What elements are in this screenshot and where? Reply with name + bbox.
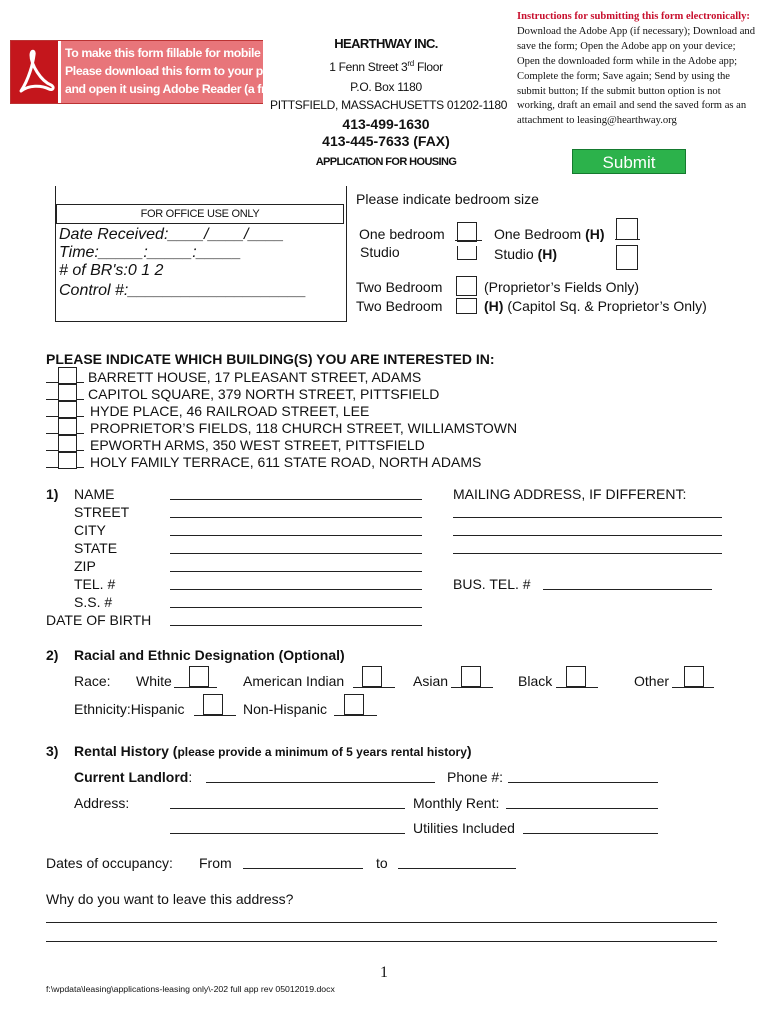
race-label: Race: <box>74 673 111 689</box>
section3-number: 3) <box>46 743 59 759</box>
adobe-notice-line: Please download this form to your phone <box>65 64 291 78</box>
race-white-checkbox[interactable] <box>189 666 209 687</box>
one-bedroom-label: One bedroom <box>359 226 445 242</box>
race-black-label: Black <box>518 673 553 689</box>
occupancy-from-label: From <box>199 855 232 871</box>
race-rule <box>174 687 217 688</box>
tel-field[interactable] <box>170 589 422 590</box>
h-marker: (H) <box>537 246 558 262</box>
section3-close: ) <box>466 743 472 759</box>
mailing-address-field-2[interactable] <box>453 535 722 536</box>
studio-label: Studio <box>360 244 400 260</box>
street-field[interactable] <box>170 517 422 518</box>
dates-of-occupancy-label: Dates of occupancy: <box>46 855 173 871</box>
race-asian-label: Asian <box>413 673 449 689</box>
building-name: EPWORTH ARMS, 350 WEST STREET, PITTSFIELD <box>90 437 425 453</box>
race-other-checkbox[interactable] <box>684 666 704 687</box>
building-name: HOLY FAMILY TERRACE, 611 STATE ROAD, NORTH ADAMS <box>90 454 482 470</box>
building-name: BARRETT HOUSE, 17 PLEASANT STREET, ADAMS <box>88 369 422 385</box>
name-field[interactable] <box>170 499 422 500</box>
why-leave-field-2[interactable] <box>46 941 717 942</box>
one-bedroom-checkbox[interactable] <box>457 222 477 242</box>
mailing-address-field-1[interactable] <box>453 517 722 518</box>
two-bedroom-label-2: Two Bedroom <box>356 298 443 314</box>
company-street <box>270 52 502 79</box>
capitol-note-text: (Capitol Sq. & Proprietor’s Only) <box>507 298 707 314</box>
street-floor: Floor <box>416 60 443 74</box>
current-landlord-label <box>74 769 192 785</box>
ethnicity-rule <box>334 715 377 716</box>
two-bedroom-label-1: Two Bedroom <box>356 279 443 295</box>
mailing-address-label: MAILING ADDRESS, IF DIFFERENT: <box>453 486 687 502</box>
proprietors-only-note: (Proprietor’s Fields Only) <box>484 279 640 295</box>
studio-h-text: Studio <box>494 246 534 262</box>
company-po-box: P.O. Box 1180 <box>350 80 422 94</box>
landlord-address-field-1[interactable] <box>170 808 405 809</box>
office-control: Control #:____________________ <box>59 282 307 299</box>
bedroom-prompt: Please indicate bedroom size <box>356 191 539 207</box>
adobe-pdf-icon <box>11 41 58 103</box>
why-leave-label: Why do you want to leave this address? <box>46 891 294 907</box>
monthly-rent-label: Monthly Rent: <box>413 795 500 811</box>
field-label-zip: ZIP <box>74 558 96 574</box>
field-label-name: NAME <box>74 486 115 502</box>
state-field[interactable] <box>170 553 422 554</box>
section2-number: 2) <box>46 647 59 663</box>
office-use-box <box>55 186 347 322</box>
capitol-h-note <box>484 298 707 314</box>
checkbox-rule <box>615 239 640 240</box>
occupancy-from-field[interactable] <box>243 868 363 869</box>
section1-number: 1) <box>46 486 59 502</box>
street-text: 1 Fenn Street 3 <box>329 60 408 74</box>
form-title: APPLICATION FOR HOUSING <box>315 156 457 168</box>
field-label-street: STREET <box>74 504 130 520</box>
company-fax: 413-445-7633 (FAX) <box>322 133 450 149</box>
studio-checkbox[interactable] <box>457 246 477 260</box>
section3-title <box>74 743 472 760</box>
building-name: HYDE PLACE, 46 RAILROAD STREET, LEE <box>90 403 370 419</box>
monthly-rent-field[interactable] <box>506 808 658 809</box>
company-city: PITTSFIELD, MASSACHUSETTS 01202-1180 <box>270 98 508 112</box>
ss-field[interactable] <box>170 607 422 608</box>
adobe-notice-text <box>61 41 306 103</box>
occupancy-to-label: to <box>376 855 388 871</box>
building-checkbox[interactable] <box>58 418 77 435</box>
mailing-address-field-3[interactable] <box>453 553 722 554</box>
office-use-header: FOR OFFICE USE ONLY <box>56 204 344 224</box>
landlord-address-field-2[interactable] <box>170 833 405 834</box>
field-label-state: STATE <box>74 540 118 556</box>
building-checkbox[interactable] <box>58 384 77 401</box>
landlord-phone-label: Phone #: <box>447 769 504 785</box>
company-phone: 413-499-1630 <box>342 116 430 132</box>
race-black-checkbox[interactable] <box>566 666 586 687</box>
city-field[interactable] <box>170 535 422 536</box>
occupancy-to-field[interactable] <box>398 868 516 869</box>
dob-field[interactable] <box>170 625 422 626</box>
company-header <box>270 36 508 174</box>
building-checkbox[interactable] <box>58 401 77 418</box>
ethnicity-hispanic-label: Ethnicity:Hispanic <box>74 701 185 717</box>
page-number: 1 <box>380 964 388 981</box>
studio-h-checkbox[interactable] <box>616 245 638 270</box>
studio-h-label <box>494 246 557 262</box>
adobe-notice-line: and open it using Adobe Reader (a free app) <box>65 82 306 96</box>
why-leave-field-1[interactable] <box>46 922 717 923</box>
current-landlord-field[interactable] <box>206 782 435 783</box>
one-bedroom-h-label <box>494 226 605 242</box>
race-rule <box>672 687 714 688</box>
building-name: CAPITOL SQUARE, 379 NORTH STREET, PITTSFIELD <box>88 386 440 402</box>
section3-title-text: Rental History ( <box>74 743 178 759</box>
race-rule <box>353 687 395 688</box>
section3-note: please provide a minimum of 5 years rental history <box>177 745 467 759</box>
race-rule <box>451 687 493 688</box>
race-american-indian-checkbox[interactable] <box>362 666 382 687</box>
ethnicity-hispanic-checkbox[interactable] <box>203 694 223 715</box>
submission-instructions <box>517 10 760 129</box>
field-label-tel: TEL. # <box>74 576 116 592</box>
two-bedroom-checkbox-2[interactable] <box>456 298 477 314</box>
office-brs: # of BR's:0 1 2 <box>59 262 164 279</box>
field-label-dob: DATE OF BIRTH <box>46 612 152 628</box>
submit-button[interactable]: Submit <box>572 149 686 174</box>
checkbox-rule <box>455 240 482 241</box>
building-name: PROPRIETOR’S FIELDS, 118 CHURCH STREET, WILLIAMSTOWN <box>90 420 518 436</box>
current-landlord-colon: : <box>188 769 193 785</box>
buildings-title: PLEASE INDICATE WHICH BUILDING(S) YOU ARE INTERESTED IN: <box>46 351 495 367</box>
adobe-reader-notice <box>10 40 306 104</box>
bus-tel-field[interactable] <box>543 589 712 590</box>
section2-title: Racial and Ethnic Designation (Optional) <box>74 647 345 663</box>
h-marker: (H) <box>585 226 605 242</box>
bus-tel-label: BUS. TEL. # <box>453 576 531 592</box>
race-asian-checkbox[interactable] <box>461 666 481 687</box>
instructions-body: Download the Adobe App (if necessary); Download and save the form; Open the Adobe app on your device; Open the downloaded form while in the Adobe app; Complete the form; Save again; Send by using the submit button; If the submit button option is not working, draft an email and send the saved form as an attachment to leasing@hearthway.org <box>517 25 756 127</box>
utilities-included-field[interactable] <box>523 833 658 834</box>
office-time: Time:_____:_____:_____ <box>59 244 242 261</box>
landlord-phone-field[interactable] <box>508 782 658 783</box>
field-label-ss: S.S. # <box>74 594 113 610</box>
instructions-title: Instructions for submitting this form electronically: <box>517 11 750 22</box>
company-name: HEARTHWAY INC. <box>334 36 438 51</box>
race-other-label: Other <box>634 673 670 689</box>
current-landlord-text: Current Landlord <box>74 769 189 785</box>
adobe-notice-line: To make this form fillable for mobile users: <box>65 46 298 60</box>
building-checkbox[interactable] <box>58 452 77 469</box>
building-checkbox[interactable] <box>58 367 77 384</box>
race-american-indian-label: American Indian <box>243 673 345 689</box>
race-rule <box>556 687 598 688</box>
office-date-received: Date Received:____/____/____ <box>59 226 285 243</box>
one-bedroom-h-text: One Bedroom <box>494 226 582 242</box>
one-bedroom-h-checkbox[interactable] <box>616 218 638 240</box>
race-white-label: White <box>136 673 172 689</box>
street-sup: rd <box>407 59 414 68</box>
field-label-city: CITY <box>74 522 106 538</box>
h-marker: (H) <box>484 298 504 314</box>
ethnicity-non-hispanic-checkbox[interactable] <box>344 694 364 715</box>
document-path: f:\wpdata\leasing\applications-leasing only\-202 full app rev 05012019.docx <box>46 984 335 994</box>
building-checkbox[interactable] <box>58 435 77 452</box>
landlord-address-label: Address: <box>74 795 130 811</box>
utilities-included-label: Utilities Included <box>413 820 515 836</box>
zip-field[interactable] <box>170 571 422 572</box>
ethnicity-non-hispanic-label: Non-Hispanic <box>243 701 328 717</box>
ethnicity-rule <box>194 715 236 716</box>
two-bedroom-checkbox-1[interactable] <box>456 276 477 296</box>
